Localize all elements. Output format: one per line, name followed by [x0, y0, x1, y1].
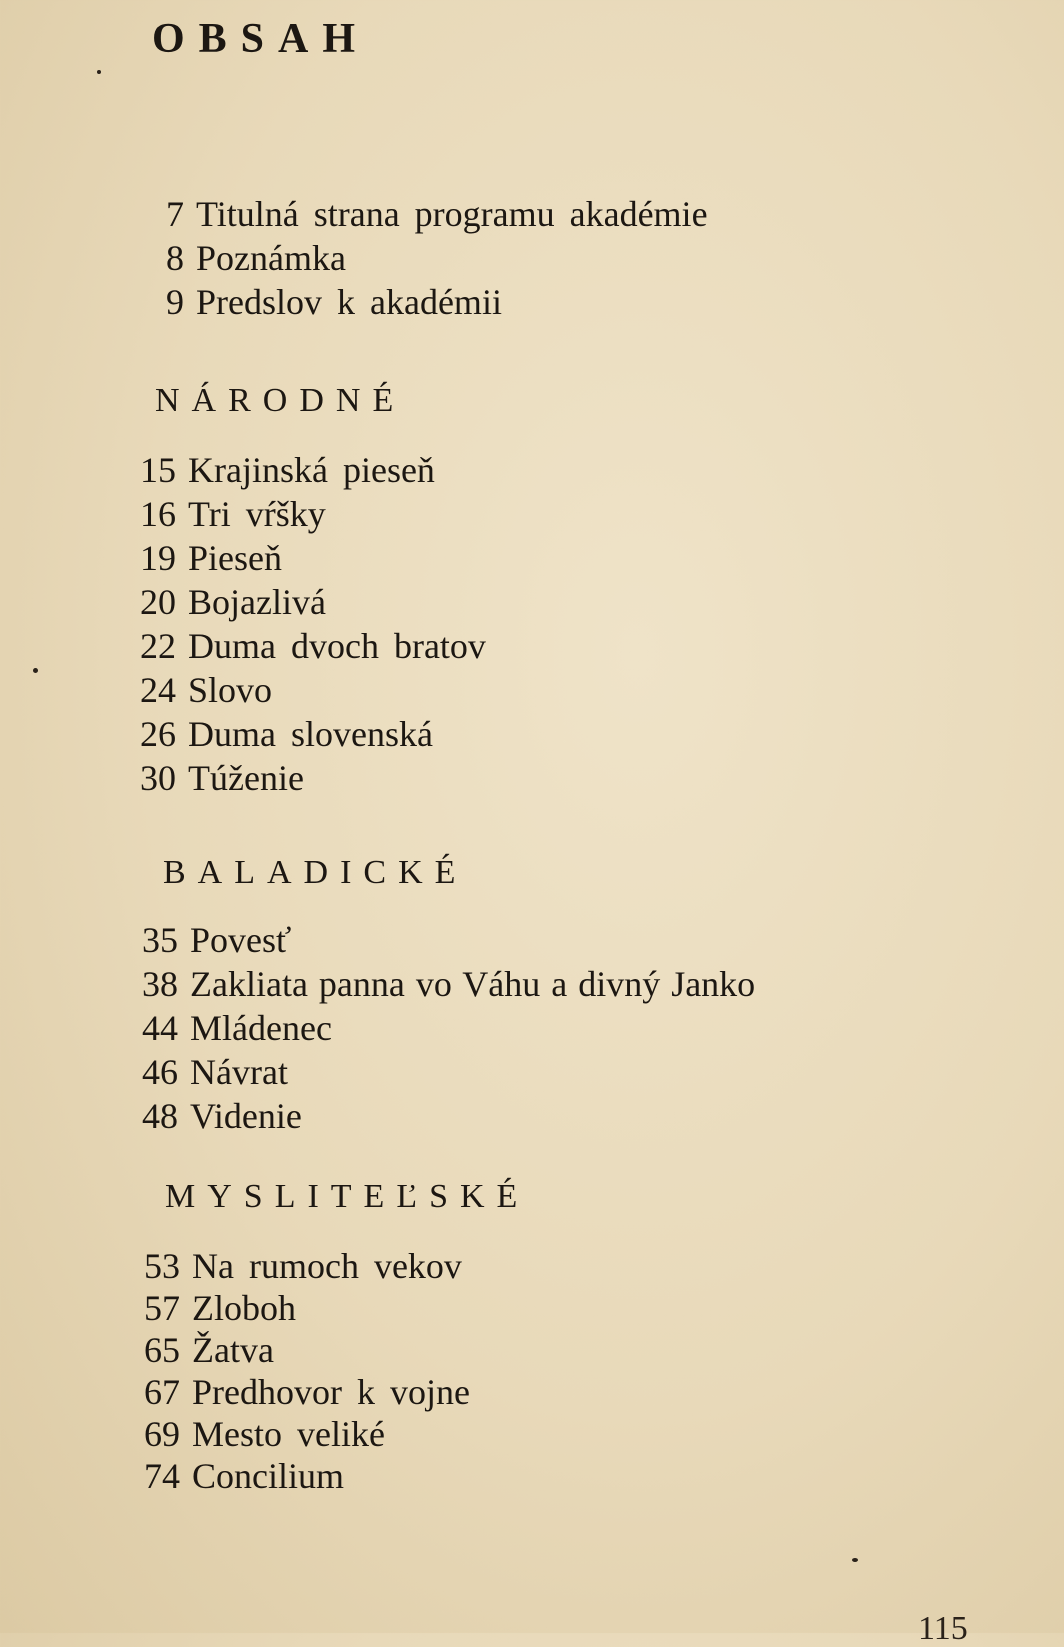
toc-entry: [124, 196, 708, 232]
entry-title: Duma slovenská: [188, 714, 433, 754]
toc-entry: [116, 672, 486, 708]
entry-title: Mládenec: [190, 1008, 332, 1048]
toc-entry: [120, 1458, 470, 1494]
page-folio: 115: [918, 1610, 968, 1647]
entry-title: Túženie: [188, 758, 304, 798]
intro-list: [124, 196, 708, 320]
entry-title: Zloboh: [192, 1288, 296, 1328]
entry-title: Návrat: [190, 1052, 288, 1092]
entry-title: Predslov k akadémii: [196, 282, 502, 322]
toc-entry: [118, 922, 755, 958]
entry-page-number: 24: [140, 670, 176, 710]
toc-entry: [118, 1098, 755, 1134]
entry-page-number: 26: [140, 714, 176, 754]
toc-entry: [118, 966, 755, 1002]
entry-title: Concilium: [192, 1456, 344, 1496]
entry-page-number: 53: [144, 1246, 180, 1286]
toc-entry: [116, 584, 486, 620]
entry-title: Videnie: [190, 1096, 302, 1136]
entry-page-number: 65: [144, 1330, 180, 1370]
toc-entry: [124, 284, 708, 320]
toc-entry: [120, 1248, 470, 1284]
entry-title: Bojazlivá: [188, 582, 326, 622]
entry-page-number: 46: [142, 1052, 178, 1092]
toc-entry: [120, 1416, 470, 1452]
toc-entry: [116, 452, 486, 488]
toc-entry: [116, 496, 486, 532]
entry-page-number: 44: [142, 1008, 178, 1048]
toc-entry: [118, 1054, 755, 1090]
entry-title: Krajinská pieseň: [188, 450, 435, 490]
entry-title: Mesto veliké: [192, 1414, 385, 1454]
entry-page-number: 74: [144, 1456, 180, 1496]
entry-page-number: 19: [140, 538, 176, 578]
entry-title: Slovo: [188, 670, 273, 710]
entry-page-number: 7: [166, 194, 184, 234]
entry-title: Povesť: [190, 920, 292, 960]
toc-entry: [116, 760, 486, 796]
section-list: [118, 922, 755, 1134]
entry-title: Titulná strana programu akadémie: [196, 194, 708, 234]
section-heading: NÁRODNÉ: [155, 382, 406, 419]
entry-page-number: 69: [144, 1414, 180, 1454]
entry-title: Poznámka: [196, 238, 346, 278]
paper-speck: [852, 1558, 858, 1562]
entry-page-number: 15: [140, 450, 176, 490]
entry-page-number: 57: [144, 1288, 180, 1328]
entry-page-number: 48: [142, 1096, 178, 1136]
entry-page-number: 16: [140, 494, 176, 534]
toc-entry: [116, 540, 486, 576]
paper-speck: [97, 70, 101, 74]
toc-entry: [118, 1010, 755, 1046]
toc-entry: [124, 240, 708, 276]
entry-page-number: 8: [166, 238, 184, 278]
entry-page-number: 9: [166, 282, 184, 322]
entry-title: Predhovor k vojne: [192, 1372, 470, 1412]
section-heading: MYSLITEĽSKÉ: [165, 1178, 530, 1215]
section-list: [116, 452, 486, 796]
page-title: OBSAH: [152, 16, 370, 62]
section-list: [120, 1248, 470, 1494]
entry-page-number: 30: [140, 758, 176, 798]
entry-title: Pieseň: [188, 538, 282, 578]
toc-entry: [120, 1332, 470, 1368]
entry-page-number: 38: [142, 964, 178, 1004]
toc-entry: [120, 1374, 470, 1410]
entry-page-number: 67: [144, 1372, 180, 1412]
entry-title: Žatva: [192, 1330, 274, 1370]
toc-entry: [116, 716, 486, 752]
entry-page-number: 22: [140, 626, 176, 666]
entry-title: Na rumoch vekov: [192, 1246, 462, 1286]
toc-entry: [120, 1290, 470, 1326]
toc-entry: [116, 628, 486, 664]
entry-page-number: 35: [142, 920, 178, 960]
section-heading: BALADICKÉ: [163, 854, 468, 891]
entry-title: Zakliata panna vo Váhu a divný Janko: [190, 964, 756, 1004]
entry-title: Tri vŕšky: [188, 494, 326, 534]
paper-speck: [33, 668, 38, 673]
entry-page-number: 20: [140, 582, 176, 622]
entry-title: Duma dvoch bratov: [188, 626, 486, 666]
